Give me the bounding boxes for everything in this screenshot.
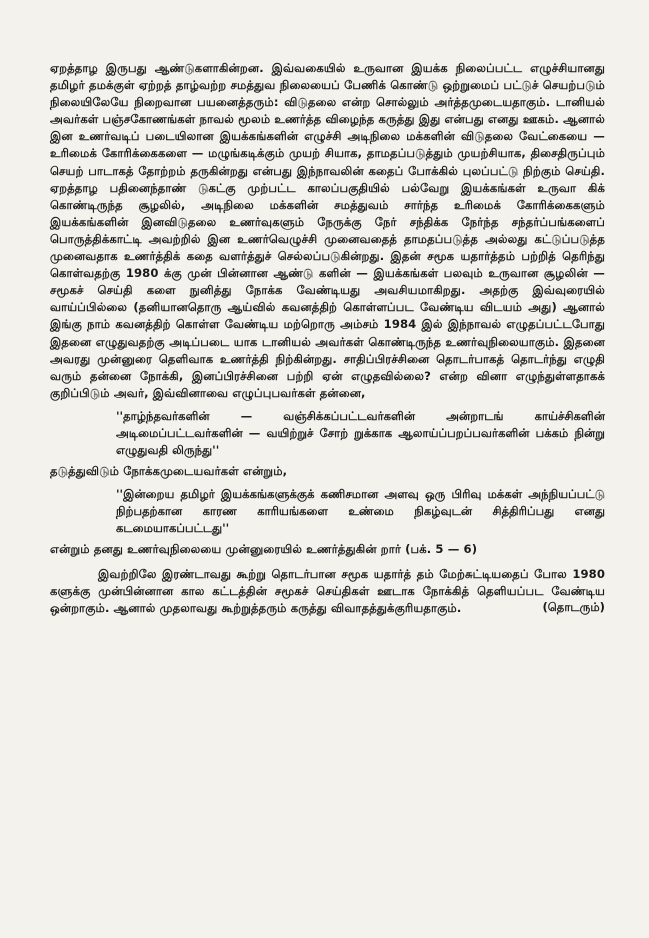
quotation-second: ''இன்றைய தமிழர் இயக்கங்களுக்குக் கணிசமான அளவு ஒரு பிரிவு மக்கள் அந்நியப்பட்டு நிற்பதற்கான காரண காரியங்களை உண்மை நிகழ்வுடன் சித்திரிப்பது எனது கடமையாகப்பட்டது'' xyxy=(116,486,605,535)
paragraph-final: இவற்றிலே இரண்டாவது கூற்று தொடர்பான சமூக யதார்த் தம் மேற்சுட்டியதைப் போல 1980 களுக்கு முன்பின்னான கால கட்டத்தின் சமூகச் செய்திகள் ஊடாக நோக்கித் தெளியப்பட வேண்டிய ஒன்றாகும். ஆனால் முதலாவது கூற்றுத்தரும் கருத்து விவாதத்துக்குரியதாகும். xyxy=(50,567,605,616)
paragraph-reference: என்றும் தனது உணர்வுநிலையை முன்னுரையில் உணர்த்துகின் றார் (பக். 5 — 6) xyxy=(50,541,478,556)
paragraph-bridge: தடுத்துவிடும் நோக்கமுடையவர்கள் என்றும், xyxy=(50,463,288,478)
quotation-first: ''தாழ்ந்தவர்களின் — வஞ்சிக்கப்பட்டவர்களின் அன்றாடங் காய்ச்சிகளின் அடிமைப்பட்டவர்களின் — வயிற்றுச் சோற் றுக்காக ஆலாய்ப்பறப்பவர்களின் பக்கம் நின்று எழுதுவதி லிருந்து'' xyxy=(116,408,605,457)
paragraph-main: ஏறத்தாழ இருபது ஆண்டுகளாகின்றன. இவ்வகையில் உருவான இயக்க நிலைப்பட்ட எழுச்சியானது தமிழர் தமக்குள் ஏற்றத் தாழ்வற்ற சமத்துவ நிலையைப் பேணிக் கொண்டு ஒற்றுமைப் பட்டுச் செயற்படும் நிலையிலேயே நிறைவான பயனைத்தரும்: விடுதலை என்ற சொல்லும் அர்த்தமுடையதாகும். டானியல் அவர்கள் பஞ்சகோணங்கள் நாவல் மூலம் உணர்த்த விழைந்த கருத்து இது என்பது எனது ஊகம். ஆனால் இன உணர்வடிப் படையிலான இயக்கங்களின் எழுச்சி அடிநிலை மக்களின் விடுதலை வேட்கையை — உரிமைக் கோரிக்கைகளை — மழுங்கடிக்கும் முயற் சியாக, தாமதப்படுத்தும் முயற்சியாக, திசைதிருப்பும் செயற் பாடாகத் தோற்றம் தருகின்றது என்பது இந்நாவலின் கதைப் போக்கில் புலப்பட்டு நிற்கும் செய்தி. ஏறத்தாழ பதினைந்தாண் டுகட்கு முற்பட்ட காலப்பகுதியில் பல்வேறு இயக்கங்கள் உருவா கிக் கொண்டிருந்த சூழலில், அடிநிலை மக்களின் சமத்துவம் சார்ந்த உரிமைக் கோரிக்கைகளும் இயக்கங்களின் இனவிடுதலை உணர்வுகளும் நேருக்கு நேர் சந்திக்க நேர்ந்த சந்தர்ப்பங்களைப் பொருத்திக்காட்டி அவற்றில் இன உணர்வெழுச்சி முனைவதைத் தாமதப்படுத்த அல்லது கட்டுப்படுத்த முனைவதாக உணர்த்திக் கதை வளர்த்துச் செல்லப்படுகின்றது. இதன் சமூக யதார்த்தம் பற்றித் தெரிந்து கொள்வதற்கு 1980 க்கு முன் பின்னான ஆண்டு களின் — இயக்கங்கள் பலவும் உருவான சூழலின் — சமூகச் செய்தி களை நுனித்து நோக்க வேண்டியது அவசியமாகிறது. அதற்கு இவ்வுரையில் வாய்ப்பில்லை (தனியானதொரு ஆய்வில் கவனத்திற் கொள்ளப்பட வேண்டிய விடயம் அது) ஆனால் இங்கு நாம் கவனத்திற் கொள்ள வேண்டிய மற்றொரு அம்சம் 1984 இல் இந்நாவல் எழுதப்பட்டபோது இதனை எழுதுவதற்கு அடிப்படை யாக டானியல் அவர்கள் கொண்டிருந்த உணர்வுநிலையாகும். இதனை அவரது முன்னுரை தெளிவாக உணர்த்தி நிற்கின்றது. சாதிப்பிரச்சினை தொடர்பாகத் தொடர்ந்து எழுதி வரும் தன்னை நோக்கி, இனப்பிரச்சினை பற்றி ஏன் எழுதவில்லை? என்ற வினா எழுந்துள்ளதாகக் குறிப்பிடும் அவர், இவ்வினாவை எழுப்புபவர்கள் தன்னை, xyxy=(50,61,605,400)
continued-marker: (தொடரும்) xyxy=(542,600,605,615)
